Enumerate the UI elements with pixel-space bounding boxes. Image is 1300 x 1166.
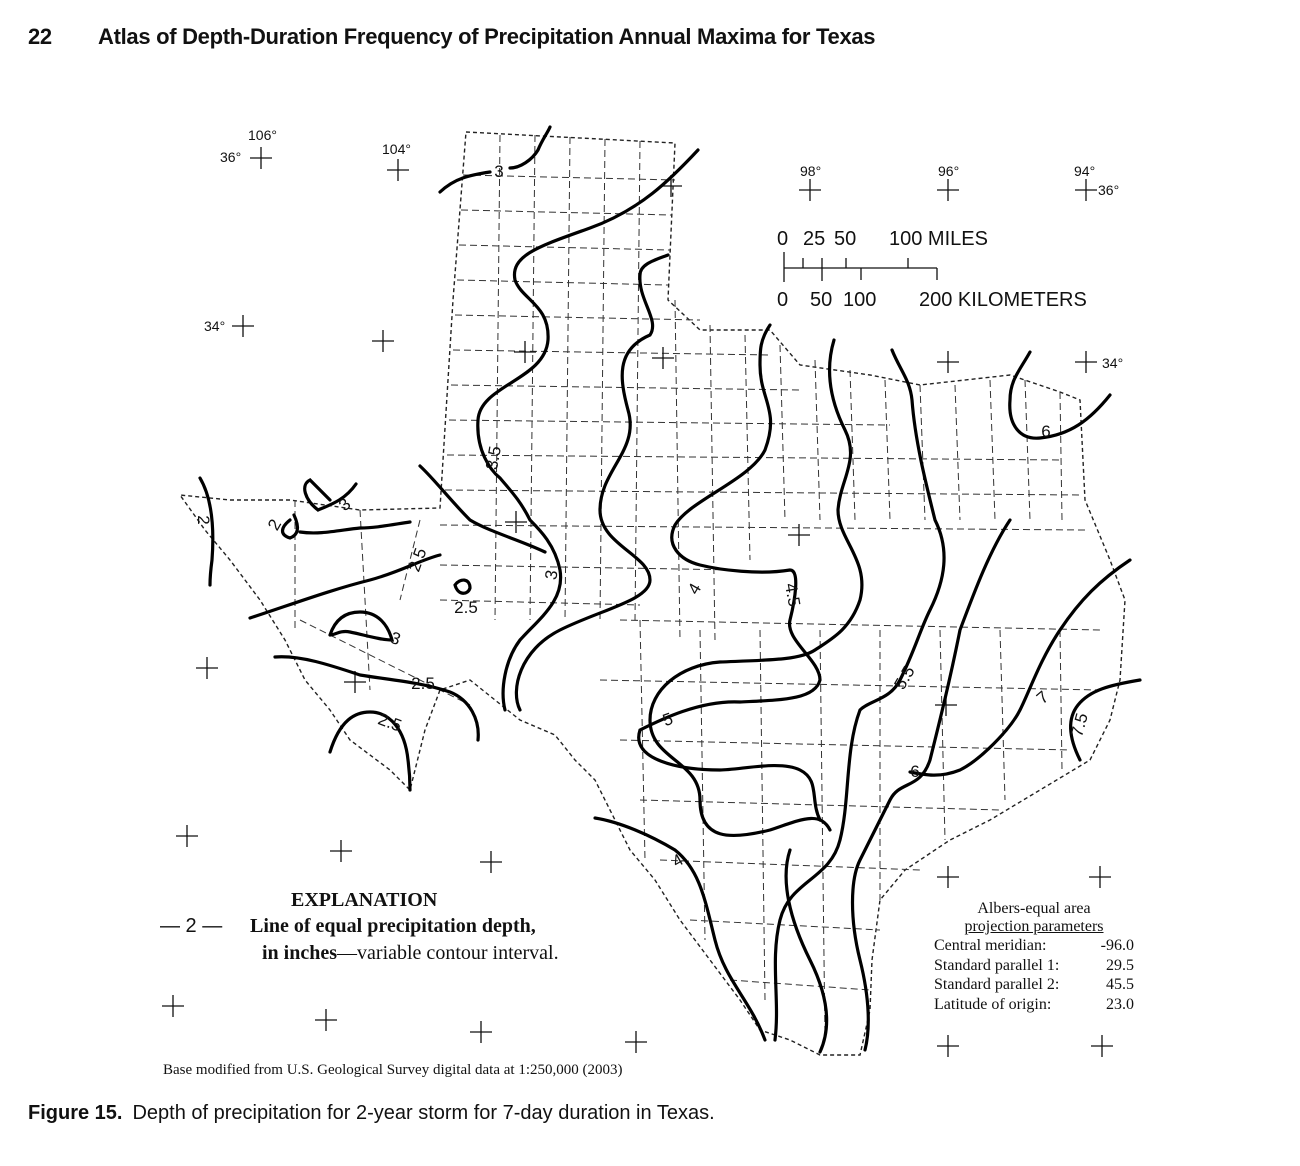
contour-label-3-farwest: 3 — [334, 494, 355, 515]
contour-label-7: 7 — [1032, 687, 1053, 708]
scale-miles-100: 100 MILES — [889, 228, 988, 250]
lat-label-36-west: 36° — [220, 149, 242, 165]
isohyet-3-5 — [478, 150, 698, 710]
explanation-note: —variable contour interval. — [337, 942, 559, 964]
contour-label-7-5: 7.5 — [1067, 710, 1092, 739]
contour-label-3-mid: 3 — [541, 568, 562, 582]
contour-label-4-north: 4 — [683, 579, 706, 598]
source-note: Base modified from U.S. Geological Survey digital data at 1:250,000 (2003) — [163, 1062, 623, 1078]
lon-label-96: 96° — [938, 163, 960, 179]
explanation-title: EXPLANATION — [291, 889, 438, 911]
contour-label-2-a: 2 — [194, 515, 213, 525]
projection-label: Latitude of origin: — [934, 995, 1052, 1013]
lon-label-98: 98° — [800, 163, 822, 179]
contour-label-5: 5 — [660, 708, 676, 731]
contour-label-6-north: 6 — [1041, 422, 1051, 441]
isohyet-4-5 — [639, 325, 820, 820]
projection-value: 29.5 — [1106, 956, 1134, 974]
contour-label-2-5-a: 2.5 — [404, 545, 431, 575]
contour-label-2-5-c: 2.5 — [411, 674, 435, 693]
isohyet-2-5-oval — [455, 580, 470, 593]
projection-row — [934, 936, 1134, 956]
contour-label-6-south: 6 — [910, 762, 920, 781]
explanation-line-1: Line of equal precipitation depth, — [250, 915, 536, 937]
lon-label-104: 104° — [382, 141, 411, 157]
scale-miles-25: 25 — [803, 228, 826, 250]
isohyet-3-bend — [330, 612, 392, 640]
projection-parameters — [934, 900, 1134, 1014]
contour-label-3-5: 3.5 — [482, 444, 505, 472]
scale-bar — [777, 228, 1087, 311]
isohyet-5 — [650, 340, 862, 836]
projection-row — [934, 975, 1134, 995]
scale-km-200: 200 KILOMETERS — [919, 289, 1087, 311]
lat-label-34-east: 34° — [1102, 355, 1124, 371]
lat-label-34-west: 34° — [204, 318, 226, 334]
explanation-units: in inches — [262, 942, 338, 964]
contour-symbol: — 2 — — [160, 915, 223, 937]
contour-label-3-bend: 3 — [387, 628, 404, 650]
lon-label-106: 106° — [248, 127, 277, 143]
contour-label-4-south: 4 — [668, 849, 687, 872]
figure-label: Figure 15. — [28, 1102, 123, 1124]
contour-label-3-panhandle: 3 — [494, 162, 504, 181]
contour-label-2-5-b: 2.5 — [454, 598, 478, 617]
projection-label: Central meridian: — [934, 937, 1047, 954]
projection-heading-1: Albers-equal area — [977, 900, 1091, 917]
figure-caption — [28, 1102, 715, 1125]
scale-km-0: 0 — [777, 289, 789, 311]
lat-label-36-east: 36° — [1098, 182, 1120, 198]
projection-value: 45.5 — [1106, 976, 1134, 993]
explanation-row-2 — [262, 942, 559, 965]
scale-km-50: 50 — [810, 289, 833, 311]
isohyet-4-south — [595, 818, 765, 1040]
projection-row — [934, 995, 1134, 1015]
projection-row — [934, 956, 1134, 976]
contour-label-2-b: 2 — [263, 515, 286, 534]
contour-label-4-5: 4.5 — [781, 581, 804, 609]
isohyet-4-south-b — [786, 850, 826, 1052]
projection-label: Standard parallel 2: — [934, 976, 1060, 993]
scale-miles-50: 50 — [834, 228, 857, 250]
projection-value: -96.0 — [1100, 937, 1134, 954]
projection-value: 23.0 — [1106, 995, 1134, 1013]
contour-label-5-5: 5.5 — [890, 662, 919, 693]
projection-label: Standard parallel 1: — [934, 956, 1060, 974]
contour-label-2-5-d: 2.5 — [375, 709, 405, 736]
isohyet-2-5-b — [300, 522, 410, 533]
lon-label-94: 94° — [1074, 163, 1096, 179]
explanation-row-1 — [160, 915, 536, 938]
isohyet-4-west — [516, 255, 668, 710]
page-number: 22 — [28, 24, 52, 49]
scale-km-100: 100 — [843, 289, 877, 311]
page-title: Atlas of Depth-Duration Frequency of Precipitation Annual Maxima for Texas — [98, 24, 876, 49]
figure-caption-text: Depth of precipitation for 2-year storm for 7-day duration in Texas. — [132, 1102, 715, 1124]
projection-heading-2: projection parameters — [964, 918, 1104, 935]
isohyet-3-panhandle-b — [510, 127, 550, 168]
isohyet-3-west — [420, 466, 545, 552]
scale-miles-0: 0 — [777, 228, 789, 250]
